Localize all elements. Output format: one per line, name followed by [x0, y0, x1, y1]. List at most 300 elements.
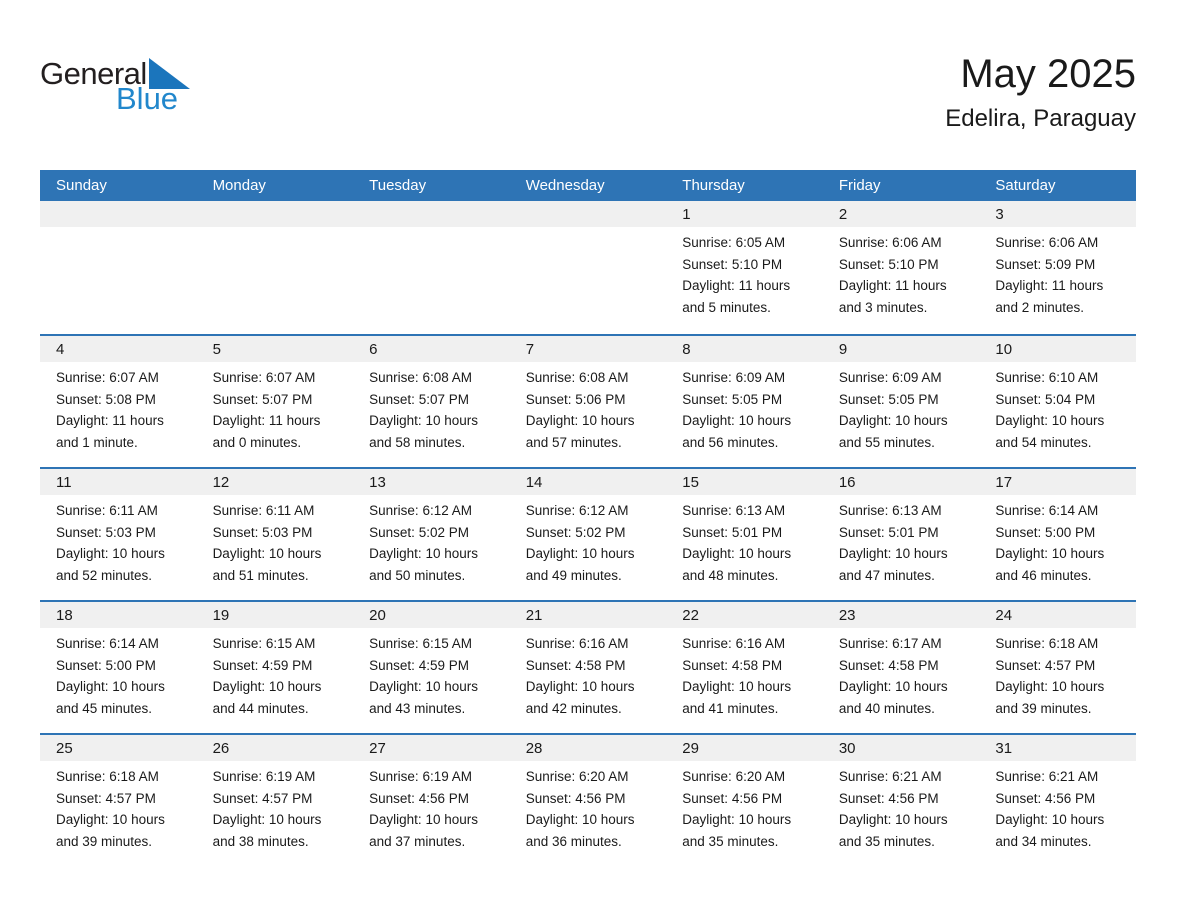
day-number: 25 [40, 735, 197, 761]
daylight-line [213, 809, 347, 852]
sunset-line-value: 4:56 PM [888, 790, 939, 806]
daylight-line [682, 543, 816, 586]
day-cell-19 [197, 602, 354, 733]
sunrise-line [213, 367, 347, 389]
sunset-line-value: 5:03 PM [105, 524, 156, 540]
daylight-line-label: Daylight: [838, 278, 892, 293]
sunset-line-label: Sunset: [682, 790, 729, 806]
sunrise-line [369, 633, 503, 655]
daylight-line-label: Daylight: [525, 546, 579, 561]
sunrise-line-label: Sunrise: [525, 636, 576, 651]
daylight-line-value: 10 hours and 54 minutes. [995, 413, 1105, 450]
day-number: 5 [197, 336, 354, 362]
logo-text-blue: Blue [116, 81, 179, 116]
day-number: 29 [666, 735, 823, 761]
daylight-line [839, 275, 973, 318]
sunrise-line [56, 367, 190, 389]
daylight-line [56, 676, 190, 719]
sunrise-line [369, 766, 503, 788]
daylight-line-label: Daylight: [682, 812, 735, 827]
sunset-line-label: Sunset: [369, 790, 415, 806]
day-info [353, 362, 510, 453]
sunset-line [369, 788, 503, 810]
sunset-line [369, 522, 503, 544]
day-cell-31 [979, 735, 1136, 866]
day-number: 7 [510, 336, 667, 362]
empty-day-cell [197, 201, 354, 334]
day-number: 17 [979, 469, 1136, 495]
day-number: 21 [510, 602, 667, 628]
day-number: 15 [666, 469, 823, 495]
sunrise-line-value: 6:08 AM [579, 370, 629, 385]
week-row-2 [40, 334, 1136, 467]
sunrise-line-label: Sunrise: [369, 370, 419, 385]
sunrise-line-label: Sunrise: [525, 769, 576, 784]
day-number: 8 [666, 336, 823, 362]
sunrise-line-label: Sunrise: [682, 636, 732, 651]
day-cell-2 [823, 201, 980, 334]
day-info [979, 495, 1136, 586]
sunrise-line-value: 6:18 AM [1048, 636, 1099, 651]
sunrise-line-label: Sunrise: [682, 370, 732, 385]
daylight-line [995, 809, 1129, 852]
daylight-line [995, 676, 1129, 719]
daylight-line [526, 410, 660, 453]
sunrise-line [526, 633, 660, 655]
day-number: 30 [823, 735, 980, 761]
sunrise-line-label: Sunrise: [369, 636, 419, 651]
sunrise-line [56, 500, 190, 522]
daylight-line-label: Daylight: [682, 679, 735, 694]
sunset-line-value: 4:58 PM [575, 657, 626, 673]
sunset-line [56, 389, 190, 411]
daylight-line [526, 809, 660, 852]
sunrise-line [213, 633, 347, 655]
daylight-line-value: 10 hours and 44 minutes. [212, 679, 322, 716]
day-info [353, 495, 510, 586]
sunrise-line [56, 633, 190, 655]
sunset-line-value: 5:01 PM [888, 524, 939, 540]
sunrise-line-label: Sunrise: [838, 636, 889, 651]
sunset-line-value: 5:10 PM [731, 256, 783, 272]
day-cell-7 [510, 336, 667, 467]
sunset-line-label: Sunset: [369, 657, 415, 673]
topbar [40, 50, 1136, 154]
daylight-line-value: 10 hours and 52 minutes. [56, 546, 165, 583]
sunrise-line-label: Sunrise: [56, 503, 106, 518]
sunset-line-label: Sunset: [369, 524, 415, 540]
day-info [40, 628, 197, 719]
day-number: 27 [353, 735, 510, 761]
daylight-line-label: Daylight: [838, 679, 892, 694]
sunset-line-label: Sunset: [838, 391, 885, 407]
daylight-line-label: Daylight: [682, 278, 735, 293]
sunrise-line [526, 766, 660, 788]
sunrise-line [369, 500, 503, 522]
daylight-line-label: Daylight: [838, 546, 892, 561]
day-cell-9 [823, 336, 980, 467]
sunrise-line-value: 6:16 AM [579, 636, 629, 651]
daylight-line-label: Daylight: [56, 679, 109, 694]
daylight-line-value: 10 hours and 57 minutes. [525, 413, 635, 450]
sunset-line [839, 655, 973, 677]
day-cell-24 [979, 602, 1136, 733]
sunrise-line [995, 500, 1129, 522]
day-cell-6 [353, 336, 510, 467]
sunset-line-label: Sunset: [682, 391, 729, 407]
sunset-line-label: Sunset: [682, 657, 729, 673]
day-info [40, 495, 197, 586]
weekday-header-sunday: Sunday [56, 177, 107, 194]
day-cell-26 [197, 735, 354, 866]
day-cell-20 [353, 602, 510, 733]
weekday-header-row [40, 170, 1136, 201]
calendar [40, 170, 1136, 866]
sunset-line-value: 4:57 PM [105, 790, 156, 806]
day-number: 16 [823, 469, 980, 495]
day-number: 10 [979, 336, 1136, 362]
sunrise-line-value: 6:10 AM [1048, 370, 1099, 385]
day-number: 4 [40, 336, 197, 362]
daylight-line [995, 543, 1129, 586]
daylight-line [526, 676, 660, 719]
daylight-line [682, 809, 816, 852]
sunrise-line-value: 6:21 AM [1048, 769, 1099, 784]
daylight-line-label: Daylight: [525, 679, 579, 694]
sunset-line [526, 389, 660, 411]
sunrise-line-value: 6:13 AM [735, 503, 786, 518]
day-info [666, 227, 823, 318]
daylight-line-value: 11 hours and 5 minutes. [682, 278, 791, 315]
daylight-line-value: 11 hours and 1 minute. [56, 413, 164, 450]
day-cell-14 [510, 469, 667, 600]
sunset-line [682, 655, 816, 677]
sunrise-line-label: Sunrise: [525, 503, 576, 518]
sunset-line-value: 4:56 PM [1044, 790, 1096, 806]
sunset-line-label: Sunset: [56, 391, 102, 407]
day-info [353, 761, 510, 852]
daylight-line-label: Daylight: [56, 546, 109, 561]
sunset-line-label: Sunset: [995, 790, 1042, 806]
sunrise-line-value: 6:21 AM [892, 769, 942, 784]
sunset-line [369, 655, 503, 677]
sunset-line-label: Sunset: [212, 524, 259, 540]
day-info [823, 495, 980, 586]
sunrise-line [369, 367, 503, 389]
daylight-line-label: Daylight: [682, 413, 735, 428]
daylight-line-label: Daylight: [369, 546, 422, 561]
sunset-line-value: 5:07 PM [262, 391, 313, 407]
sunset-line [213, 788, 347, 810]
sunrise-line-label: Sunrise: [995, 503, 1045, 518]
day-cell-25 [40, 735, 197, 866]
sunrise-line [526, 500, 660, 522]
weekday-header-tuesday: Tuesday [369, 177, 427, 194]
daylight-line-value: 10 hours and 47 minutes. [838, 546, 948, 583]
daylight-line-value: 10 hours and 55 minutes. [838, 413, 948, 450]
sunset-line-value: 4:59 PM [418, 657, 469, 673]
daylight-line-label: Daylight: [369, 413, 422, 428]
sunrise-line [839, 232, 973, 254]
sunset-line [526, 788, 660, 810]
daylight-line-value: 10 hours and 56 minutes. [682, 413, 792, 450]
sunset-line-label: Sunset: [525, 524, 572, 540]
day-number: 20 [353, 602, 510, 628]
sunrise-line-value: 6:11 AM [109, 503, 158, 518]
weekday-header-monday: Monday [212, 177, 266, 194]
daylight-line [839, 809, 973, 852]
sunrise-line-label: Sunrise: [369, 503, 419, 518]
day-cell-4 [40, 336, 197, 467]
daylight-line-value: 10 hours and 46 minutes. [995, 546, 1105, 583]
day-info [510, 362, 667, 453]
sunrise-line-value: 6:11 AM [265, 503, 315, 518]
daylight-line [995, 410, 1129, 453]
sunset-line-value: 5:00 PM [105, 657, 156, 673]
day-cell-23 [823, 602, 980, 733]
daylight-line [995, 275, 1129, 318]
daylight-line [369, 410, 503, 453]
sunset-line-value: 4:56 PM [575, 790, 626, 806]
sunset-line-value: 5:03 PM [262, 524, 313, 540]
sunrise-line-value: 6:06 AM [892, 235, 942, 250]
daylight-line-label: Daylight: [838, 812, 892, 827]
daylight-line-value: 10 hours and 39 minutes. [56, 812, 165, 849]
sunrise-line-value: 6:09 AM [735, 370, 786, 385]
sunrise-line-value: 6:15 AM [422, 636, 472, 651]
daylight-line [213, 410, 347, 453]
daylight-line [213, 543, 347, 586]
sunset-line-value: 5:05 PM [731, 391, 783, 407]
sunset-line [682, 788, 816, 810]
sunrise-line-value: 6:15 AM [265, 636, 316, 651]
sunset-line [682, 254, 816, 276]
sunset-line [839, 389, 973, 411]
sunset-line [526, 522, 660, 544]
daylight-line-label: Daylight: [369, 679, 422, 694]
sunrise-line [56, 766, 190, 788]
sunrise-line [526, 367, 660, 389]
sunset-line-label: Sunset: [525, 657, 572, 673]
sunset-line-value: 4:58 PM [731, 657, 783, 673]
daylight-line [213, 676, 347, 719]
day-cell-12 [197, 469, 354, 600]
sunrise-line-label: Sunrise: [212, 636, 263, 651]
sunrise-line-label: Sunrise: [56, 769, 106, 784]
day-cell-11 [40, 469, 197, 600]
daylight-line-value: 10 hours and 38 minutes. [212, 812, 322, 849]
day-info [823, 761, 980, 852]
daylight-line [682, 676, 816, 719]
sunrise-line-value: 6:14 AM [1048, 503, 1099, 518]
daylight-line-value: 10 hours and 35 minutes. [838, 812, 948, 849]
sunrise-line [995, 633, 1129, 655]
sunrise-line [995, 232, 1129, 254]
sunrise-line-label: Sunrise: [838, 769, 889, 784]
daylight-line-value: 10 hours and 49 minutes. [525, 546, 635, 583]
day-info [510, 495, 667, 586]
day-cell-30 [823, 735, 980, 866]
sunset-line-label: Sunset: [995, 657, 1042, 673]
day-cell-27 [353, 735, 510, 866]
sunset-line [995, 254, 1129, 276]
sunrise-line-label: Sunrise: [682, 503, 732, 518]
sunset-line-label: Sunset: [838, 790, 885, 806]
daylight-line-value: 10 hours and 50 minutes. [369, 546, 478, 583]
day-info [823, 227, 980, 318]
daylight-line-value: 10 hours and 37 minutes. [369, 812, 478, 849]
day-info [666, 362, 823, 453]
sunrise-line-label: Sunrise: [995, 769, 1045, 784]
day-cell-18 [40, 602, 197, 733]
sunrise-line-value: 6:14 AM [109, 636, 159, 651]
sunset-line-label: Sunset: [56, 790, 102, 806]
daylight-line-label: Daylight: [369, 812, 422, 827]
sunrise-line [682, 367, 816, 389]
sunrise-line-value: 6:09 AM [892, 370, 942, 385]
logo-text-general: General [40, 56, 147, 91]
daylight-line [56, 410, 190, 453]
daylight-line-label: Daylight: [56, 812, 109, 827]
sunrise-line-label: Sunrise: [995, 370, 1045, 385]
daylight-line [56, 809, 190, 852]
day-number: 2 [823, 201, 980, 227]
day-cell-22 [666, 602, 823, 733]
sunset-line [995, 655, 1129, 677]
sunrise-line-value: 6:19 AM [265, 769, 316, 784]
day-info [510, 761, 667, 852]
sunset-line [526, 655, 660, 677]
sunrise-line [839, 500, 973, 522]
day-info [823, 628, 980, 719]
week-row-5 [40, 733, 1136, 866]
sunrise-line [995, 367, 1129, 389]
sunrise-line [682, 232, 816, 254]
sunset-line-value: 4:58 PM [888, 657, 939, 673]
sunset-line [369, 389, 503, 411]
sunset-line-label: Sunset: [56, 657, 102, 673]
day-number [510, 201, 667, 227]
sunrise-line-label: Sunrise: [56, 636, 106, 651]
daylight-line-label: Daylight: [995, 413, 1048, 428]
day-info [979, 227, 1136, 318]
sunset-line-value: 5:08 PM [105, 391, 156, 407]
day-cell-21 [510, 602, 667, 733]
day-number: 14 [510, 469, 667, 495]
sunrise-line [839, 766, 973, 788]
daylight-line-value: 10 hours and 35 minutes. [682, 812, 792, 849]
daylight-line-value: 10 hours and 34 minutes. [995, 812, 1105, 849]
sunset-line-label: Sunset: [838, 256, 885, 272]
sunrise-line-value: 6:08 AM [422, 370, 472, 385]
day-info [666, 495, 823, 586]
sunset-line [839, 254, 973, 276]
title-block [945, 50, 1136, 133]
sunset-line [213, 522, 347, 544]
daylight-line-label: Daylight: [995, 546, 1048, 561]
sunset-line [995, 522, 1129, 544]
day-cell-5 [197, 336, 354, 467]
day-cell-16 [823, 469, 980, 600]
sunrise-line-label: Sunrise: [682, 769, 732, 784]
sunrise-line-label: Sunrise: [838, 235, 889, 250]
day-cell-3 [979, 201, 1136, 334]
daylight-line-label: Daylight: [995, 278, 1048, 293]
sunset-line-value: 5:10 PM [888, 256, 939, 272]
sunset-line-label: Sunset: [212, 657, 259, 673]
sunset-line [995, 788, 1129, 810]
month-title: May 2025 [960, 52, 1136, 96]
daylight-line [56, 543, 190, 586]
day-number [40, 201, 197, 227]
sunset-line-value: 5:06 PM [575, 391, 626, 407]
sunset-line-value: 4:59 PM [262, 657, 313, 673]
sunset-line-label: Sunset: [995, 391, 1042, 407]
sunset-line [56, 788, 190, 810]
sunset-line-value: 5:05 PM [888, 391, 939, 407]
sunrise-line-label: Sunrise: [56, 370, 106, 385]
sunrise-line-value: 6:05 AM [735, 235, 786, 250]
empty-day-cell [353, 201, 510, 334]
daylight-line-label: Daylight: [995, 679, 1048, 694]
daylight-line-value: 10 hours and 51 minutes. [212, 546, 322, 583]
day-info [979, 362, 1136, 453]
sunrise-line-label: Sunrise: [995, 235, 1045, 250]
day-number: 9 [823, 336, 980, 362]
sunrise-line-label: Sunrise: [212, 503, 263, 518]
day-number: 6 [353, 336, 510, 362]
day-number: 18 [40, 602, 197, 628]
sunrise-line [213, 766, 347, 788]
sunrise-line-value: 6:13 AM [892, 503, 942, 518]
sunrise-line-value: 6:16 AM [735, 636, 786, 651]
sunset-line-label: Sunset: [682, 256, 729, 272]
calendar-weeks [40, 201, 1136, 866]
daylight-line-label: Daylight: [56, 413, 109, 428]
day-cell-10 [979, 336, 1136, 467]
sunset-line-value: 5:07 PM [418, 391, 469, 407]
sunrise-line [682, 633, 816, 655]
empty-day-cell [40, 201, 197, 334]
sunrise-line-label: Sunrise: [212, 370, 263, 385]
sunrise-line [682, 500, 816, 522]
day-info [666, 761, 823, 852]
day-info [197, 761, 354, 852]
general-blue-logo [40, 50, 190, 114]
sunset-line-value: 5:02 PM [575, 524, 626, 540]
sunrise-line-value: 6:12 AM [579, 503, 629, 518]
sunrise-line-label: Sunrise: [995, 636, 1045, 651]
sunset-line [213, 655, 347, 677]
sunrise-line [682, 766, 816, 788]
daylight-line-value: 10 hours and 43 minutes. [369, 679, 478, 716]
day-info [40, 362, 197, 453]
day-info [197, 495, 354, 586]
sunrise-line-value: 6:17 AM [892, 636, 942, 651]
day-number: 11 [40, 469, 197, 495]
day-cell-8 [666, 336, 823, 467]
sunrise-line-label: Sunrise: [369, 769, 419, 784]
daylight-line-label: Daylight: [525, 812, 579, 827]
day-info [197, 628, 354, 719]
day-info [510, 628, 667, 719]
day-number: 28 [510, 735, 667, 761]
daylight-line-value: 11 hours and 0 minutes. [212, 413, 321, 450]
daylight-line-value: 10 hours and 45 minutes. [56, 679, 165, 716]
daylight-line-value: 10 hours and 40 minutes. [838, 679, 948, 716]
daylight-line-label: Daylight: [525, 413, 579, 428]
day-number: 31 [979, 735, 1136, 761]
